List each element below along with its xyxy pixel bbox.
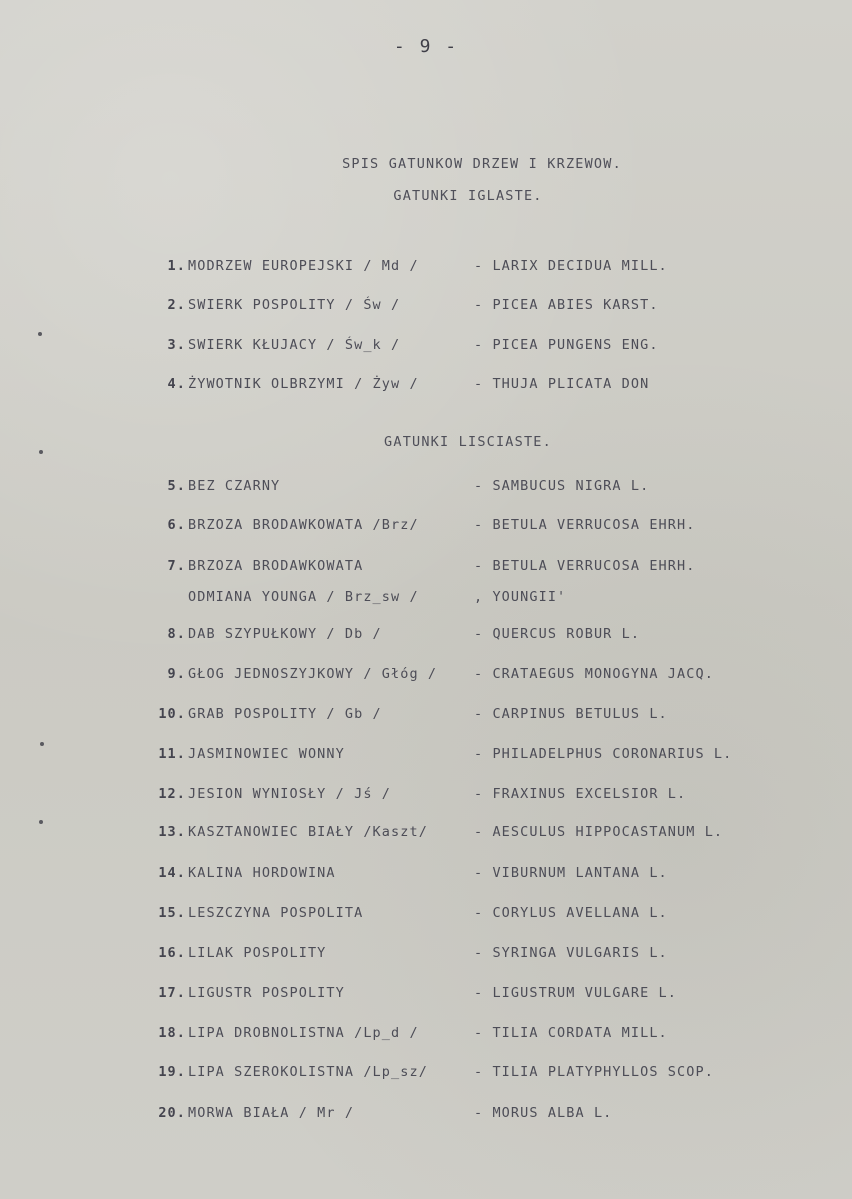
entry-number: 18. — [158, 1025, 186, 1041]
polish-name: MORWA BIAŁA / Mr / — [188, 1105, 355, 1121]
latin-name: - FRAXINUS EXCELSIOR L. — [474, 786, 687, 802]
list-item — [150, 1064, 790, 1086]
polish-name: JESION WYNIOSŁY / Jś / — [188, 786, 392, 802]
list-item — [150, 945, 790, 967]
entry-number: 6. — [167, 517, 186, 533]
entry-number: 17. — [158, 985, 186, 1001]
latin-name: , YOUNGII' — [474, 589, 567, 605]
list-item — [150, 706, 790, 728]
polish-name: JASMINOWIEC WONNY — [188, 746, 345, 762]
latin-name: - THUJA PLICATA DON — [474, 376, 650, 392]
latin-name: - CORYLUS AVELLANA L. — [474, 905, 668, 921]
entry-number: 12. — [158, 786, 186, 802]
polish-name: LIPA SZEROKOLISTNA /Lp_sz/ — [188, 1064, 428, 1080]
entry-number: 4. — [167, 376, 186, 392]
ink-mark — [38, 332, 42, 336]
polish-name: MODRZEW EUROPEJSKI / Md / — [188, 258, 419, 274]
list-item — [150, 258, 790, 280]
entry-number: 7. — [167, 558, 186, 574]
latin-name: - LARIX DECIDUA MILL. — [474, 258, 668, 274]
document-title: SPIS GATUNKOW DRZEW I KRZEWOW. — [342, 156, 622, 172]
list-item — [150, 297, 790, 319]
latin-name: - BETULA VERRUCOSA EHRH. — [474, 558, 696, 574]
entry-number: 5. — [167, 478, 186, 494]
list-item — [150, 824, 790, 846]
polish-name: SWIERK KŁUJACY / Św_k / — [188, 337, 401, 353]
section-heading-deciduous: GATUNKI LISCIASTE. — [384, 434, 552, 450]
entry-number: 13. — [158, 824, 186, 840]
latin-name: - SAMBUCUS NIGRA L. — [474, 478, 650, 494]
list-item — [150, 746, 790, 768]
polish-name: BEZ CZARNY — [188, 478, 281, 494]
polish-name: LILAK POSPOLITY — [188, 945, 327, 961]
list-item — [150, 786, 790, 808]
list-item — [150, 517, 790, 539]
polish-name: LESZCZYNA POSPOLITA — [188, 905, 364, 921]
list-item — [150, 985, 790, 1007]
ink-mark — [40, 742, 44, 746]
entry-number: 16. — [158, 945, 186, 961]
section-heading-conifers: GATUNKI IGLASTE. — [393, 188, 543, 204]
polish-name: GŁOG JEDNOSZYJKOWY / Głóg / — [188, 666, 438, 682]
polish-name: ŻYWOTNIK OLBRZYMI / Żyw / — [188, 376, 419, 392]
polish-name: GRAB POSPOLITY / Gb / — [188, 706, 382, 722]
entry-number: 11. — [158, 746, 186, 762]
latin-name: - BETULA VERRUCOSA EHRH. — [474, 517, 696, 533]
entry-number: 20. — [158, 1105, 186, 1121]
entry-number: 8. — [167, 626, 186, 642]
latin-name: - AESCULUS HIPPOCASTANUM L. — [474, 824, 724, 840]
polish-name: BRZOZA BRODAWKOWATA — [188, 558, 364, 574]
latin-name: - CRATAEGUS MONOGYNA JACQ. — [474, 666, 714, 682]
ink-mark — [39, 450, 43, 454]
polish-name: DAB SZYPUŁKOWY / Db / — [188, 626, 382, 642]
entry-number: 19. — [158, 1064, 186, 1080]
list-item-continuation — [150, 589, 790, 611]
latin-name: - TILIA PLATYPHYLLOS SCOP. — [474, 1064, 714, 1080]
latin-name: - SYRINGA VULGARIS L. — [474, 945, 668, 961]
entry-number: 14. — [158, 865, 186, 881]
polish-name: BRZOZA BRODAWKOWATA /Brz/ — [188, 517, 419, 533]
entry-number: 2. — [167, 297, 186, 313]
list-item — [150, 478, 790, 500]
latin-name: - QUERCUS ROBUR L. — [474, 626, 641, 642]
list-item — [150, 337, 790, 359]
page-number: - 9 - — [393, 36, 459, 57]
polish-name: LIGUSTR POSPOLITY — [188, 985, 345, 1001]
list-item — [150, 626, 790, 648]
latin-name: - LIGUSTRUM VULGARE L. — [474, 985, 678, 1001]
polish-name: SWIERK POSPOLITY / Św / — [188, 297, 401, 313]
polish-name: ODMIANA YOUNGA / Brz_sw / — [188, 589, 419, 605]
entry-number: 10. — [158, 706, 186, 722]
latin-name: - TILIA CORDATA MILL. — [474, 1025, 668, 1041]
list-item — [150, 376, 790, 398]
list-item — [150, 558, 790, 580]
entry-number: 3. — [167, 337, 186, 353]
list-item — [150, 1025, 790, 1047]
latin-name: - PICEA ABIES KARST. — [474, 297, 659, 313]
latin-name: - CARPINUS BETULUS L. — [474, 706, 668, 722]
entry-number: 9. — [167, 666, 186, 682]
list-item — [150, 1105, 790, 1127]
list-item — [150, 666, 790, 688]
ink-mark — [39, 820, 43, 824]
polish-name: LIPA DROBNOLISTNA /Lp_d / — [188, 1025, 419, 1041]
entry-number: 1. — [167, 258, 186, 274]
list-item — [150, 865, 790, 887]
latin-name: - MORUS ALBA L. — [474, 1105, 613, 1121]
latin-name: - PICEA PUNGENS ENG. — [474, 337, 659, 353]
list-item — [150, 905, 790, 927]
latin-name: - VIBURNUM LANTANA L. — [474, 865, 668, 881]
polish-name: KALINA HORDOWINA — [188, 865, 336, 881]
latin-name: - PHILADELPHUS CORONARIUS L. — [474, 746, 733, 762]
polish-name: KASZTANOWIEC BIAŁY /Kaszt/ — [188, 824, 428, 840]
entry-number: 15. — [158, 905, 186, 921]
